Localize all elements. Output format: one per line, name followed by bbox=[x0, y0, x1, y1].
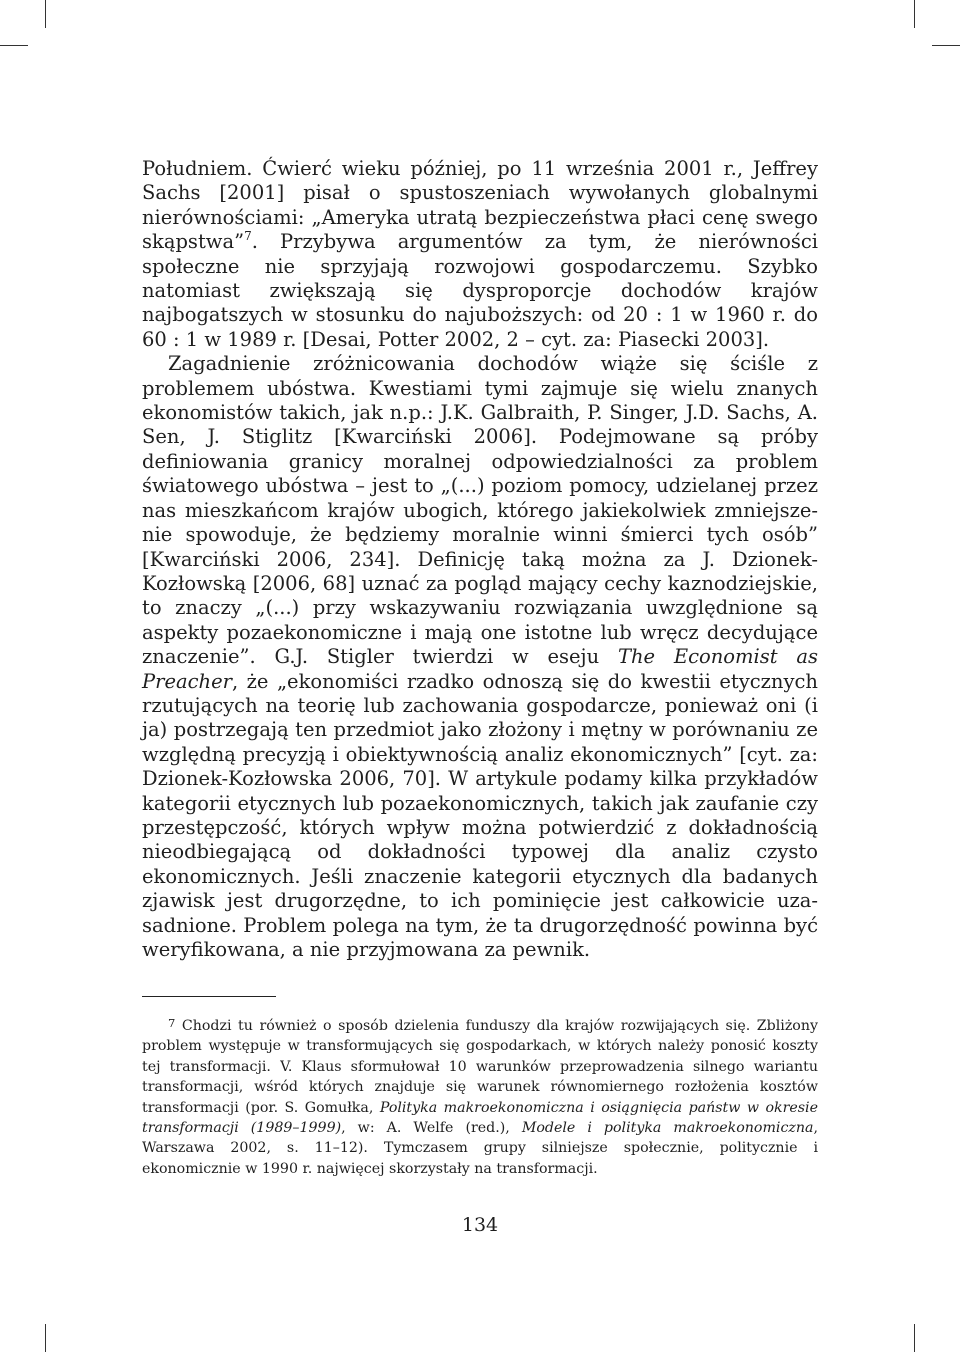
essay-title: The Economist as Preacher bbox=[142, 645, 819, 693]
crop-mark bbox=[0, 45, 28, 46]
crop-mark bbox=[45, 1324, 46, 1352]
footnote-text-b: , w: A. Welfe (red.), bbox=[341, 1120, 522, 1137]
paragraph-1-text-a: Południem. Ćwierć wieku później, po 11 września 2001 r., Jeffrey Sachs [2001] pisał o spustoszeniach wywołanych globalnymi nierównościami: „Ameryka utratą bezpieczeństwa płaci cenę swego skąpstwa” bbox=[142, 157, 818, 254]
paragraph-2 bbox=[142, 352, 818, 962]
footnote-text-a: Chodzi tu również o sposób dzielenia funduszy dla krajów rozwijających się. Zbliżony problem występuje w transformujących się gospodarkach, w których należy ponosić koszty tej transformacji. V. Klaus sformułował 10 warunków przeprowadzenia silnego wariantu transformacji, wśród których znajduje się warunek równomiernego rozłożenia kosztów transformacji (por. S. Gomułka, bbox=[142, 1018, 818, 1116]
crop-mark bbox=[45, 0, 46, 28]
footnote-title-2: Modele i polityka makroekonomiczna bbox=[521, 1120, 814, 1137]
footnote-divider bbox=[142, 996, 276, 997]
paragraph-1 bbox=[142, 157, 818, 352]
footnote-title-1: Polityka makroekonomiczna i osiągnięcia państw w okresie transformacji (1989–1999) bbox=[142, 1099, 818, 1137]
footnote-number: 7 bbox=[168, 1016, 176, 1030]
footnote bbox=[142, 1013, 818, 1179]
crop-mark bbox=[914, 0, 915, 28]
footnote-ref[interactable]: 7 bbox=[244, 229, 252, 244]
page-number: 134 bbox=[461, 1214, 499, 1236]
crop-mark bbox=[914, 1324, 915, 1352]
crop-mark bbox=[932, 45, 960, 46]
paragraph-2-text-b: , że „ekonomiści rzadko odnoszą się do kwestii etycznych rzutujących na teorię lub zachowania gospodarcze, ponieważ oni (i ja) postrzegają ten przedmiot jako złożony i mętny w porównaniu ze względną precyzją i obiektywnością analiz ekonomicznych” [cyt. za: Dzionek-Kozłowska 2006, 70]. W artykule podamy kilka przykładów kategorii etycznych lub pozaekonomicznych, takich jak zaufanie czy przestępczość, których wpływ można potwierdzić z dokładnością nieodbiegającą od dokładności typowej dla analiz czysto ekonomicznych. Jeśli znaczenie kategorii etycznych dla badanych zjawisk jest drugorzędne, to ich pominięcie jest całkowicie uzasadnione. Problem polega na tym, że ta drugorzędność powinna być weryfikowana, a nie przyjmowana za pewnik. bbox=[142, 669, 818, 961]
paragraph-1-text-b: . Przybywa argumentów za tym, że nierówności społeczne nie sprzyjają rozwojowi gospodarczemu. Szybko natomiast zwiększają się dysproporcje dochodów krajów najbogatszych w stosunku do najuboższych: od 20 : 1 w 1960 r. do 60 : 1 w 1989 r. [Desai, Potter 2002, 2 – cyt. za: Piasecki 2003]. bbox=[142, 230, 818, 351]
body-text bbox=[142, 157, 818, 962]
paragraph-2-text-a: Zagadnienie zróżnicowania dochodów wiąże się ściśle z problemem ubóstwa. Kwestiami tymi zajmuje się wielu znanych ekonomistów takich, jak n.p.: J.K. Galbraith, P. Singer, J.D. Sachs, A. Sen, J. Stiglitz [Kwarciński 2006]. Podejmowane są próby definiowania granicy moralnej odpowiedzialności za problem światowego ubóstwa – jest to „(...) poziom pomocy, udzielanej przez nas mieszkańcom krajów ubogich, którego jakiekolwiek zmniejszenie spowoduje, że będziemy moralnie winni śmierci tych osób” [Kwarciński 2006, 234]. Definicję taką można za J. Dzionek-Kozłowską [2006, 68] uznać za pogląd mający cechy kaznodziejskie, to znaczy „(...) przy wskazywaniu rozwiązania uwzględnione są aspekty pozaekonomiczne i mają one istotne lub wręcz decydujące znaczenie”. G.J. Stigler twierdzi w eseju bbox=[142, 352, 818, 669]
footnote-text-c: , Warszawa 2002, s. 11–12). Tymczasem grupy silniejsze społecznie, politycznie i ekonomicznie w 1990 r. najwięcej skorzystały na transformacji. bbox=[142, 1120, 818, 1177]
